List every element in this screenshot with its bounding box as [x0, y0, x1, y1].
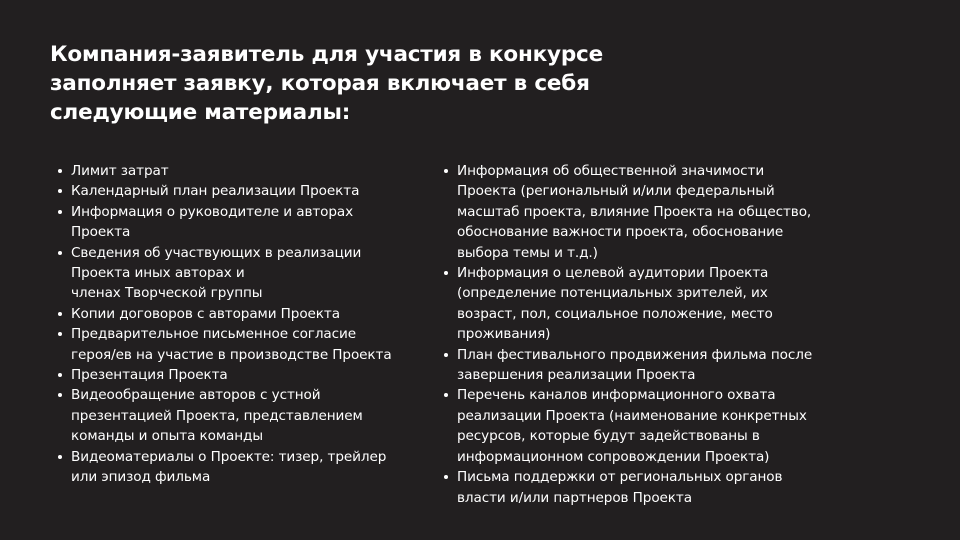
list-item-line: Лимит затрат	[71, 163, 169, 179]
list-item-line: Копии договоров с авторами Проекта	[71, 305, 340, 322]
list-item	[58, 304, 430, 324]
bullet-icon	[444, 475, 448, 479]
bullet-icon	[58, 312, 62, 316]
list-item-line: выбора темы и т.д.)	[457, 244, 598, 261]
list-item-line: (определение потенциальных зрителей, их	[457, 285, 768, 302]
bullet-icon	[58, 210, 62, 214]
bullet-icon	[444, 393, 448, 397]
list-item-line: презентацией Проекта, представлением	[71, 407, 363, 424]
list-item-line: Информация о целевой аудитории Проекта	[457, 265, 769, 282]
list-item-line: План фестивального продвижения фильма после	[457, 346, 813, 363]
bullet-icon	[444, 271, 448, 275]
list-item-line: власти и/или партнеров Проекта	[457, 489, 692, 506]
list-item	[444, 345, 844, 386]
list-item-line: Видеоматериалы о Проекте: тизер, трейлер	[71, 448, 387, 465]
list-item-line: или эпизод фильма	[71, 469, 211, 486]
list-item-line: Перечень каналов информационного охвата	[457, 387, 776, 404]
list-item-line: реализации Проекта (наименование конкретных	[457, 407, 807, 424]
list-item	[58, 181, 430, 201]
bullet-icon	[58, 373, 62, 377]
materials-list-left	[58, 161, 430, 488]
list-item	[58, 365, 430, 385]
bullet-icon	[58, 251, 62, 255]
list-item-line: команды и опыта команды	[71, 428, 263, 445]
list-item-line: Информация о руководителе и авторах	[71, 203, 354, 220]
list-item-line: завершения реализации Проекта	[457, 367, 696, 384]
list-item	[58, 324, 430, 365]
materials-list-right	[444, 161, 844, 508]
title-line: Компания-заявитель для участия в конкурсе	[50, 42, 603, 67]
list-item	[58, 202, 430, 243]
list-item-line: информационном сопровождении Проекта)	[457, 448, 770, 465]
bullet-icon	[444, 169, 448, 173]
slide-title	[50, 40, 650, 127]
bullet-icon	[58, 455, 62, 459]
list-item-line: Письма поддержки от региональных органов	[457, 469, 783, 486]
list-item-line: Проекта (региональный и/или федеральный	[457, 183, 775, 200]
list-item-line: проживания)	[457, 326, 551, 343]
list-item	[58, 243, 430, 304]
list-item-line: Проекта иных авторах и	[71, 265, 245, 282]
bullet-icon	[58, 332, 62, 336]
list-item-line: Календарный план реализации Проекта	[71, 183, 360, 200]
list-item-line: ресурсов, которые будут задействованы в	[457, 428, 760, 445]
list-item	[444, 161, 844, 263]
list-item	[444, 263, 844, 345]
list-item-line: Презентация Проекта	[71, 367, 228, 384]
list-item-line: Предварительное письменное согласие	[71, 326, 357, 343]
list-item-line: Проекта	[71, 224, 131, 241]
list-item-line: обоснование важности проекта, обоснование	[457, 224, 784, 241]
title-line: заполняет заявку, которая включает в себя	[50, 71, 590, 96]
list-item-line: Информация об общественной значимости	[457, 163, 765, 179]
bullet-icon	[58, 393, 62, 397]
list-item-line: Сведения об участвующих в реализации	[71, 244, 362, 261]
list-item-line: возраст, пол, социальное положение, место	[457, 305, 773, 322]
list-item-line: членах Творческой группы	[71, 285, 263, 302]
list-item	[58, 161, 430, 181]
list-item	[444, 467, 844, 508]
title-line: следующие материалы:	[50, 100, 351, 125]
list-item-line: масштаб проекта, влияние Проекта на общество,	[457, 203, 812, 220]
list-item	[58, 447, 430, 488]
list-item	[58, 385, 430, 446]
bullet-icon	[58, 169, 62, 173]
list-item-line: героя/ев на участие в производстве Проекта	[71, 346, 392, 363]
bullet-icon	[58, 189, 62, 193]
list-item-line: Видеообращение авторов с устной	[71, 387, 321, 404]
bullet-icon	[444, 353, 448, 357]
list-item	[444, 385, 844, 467]
